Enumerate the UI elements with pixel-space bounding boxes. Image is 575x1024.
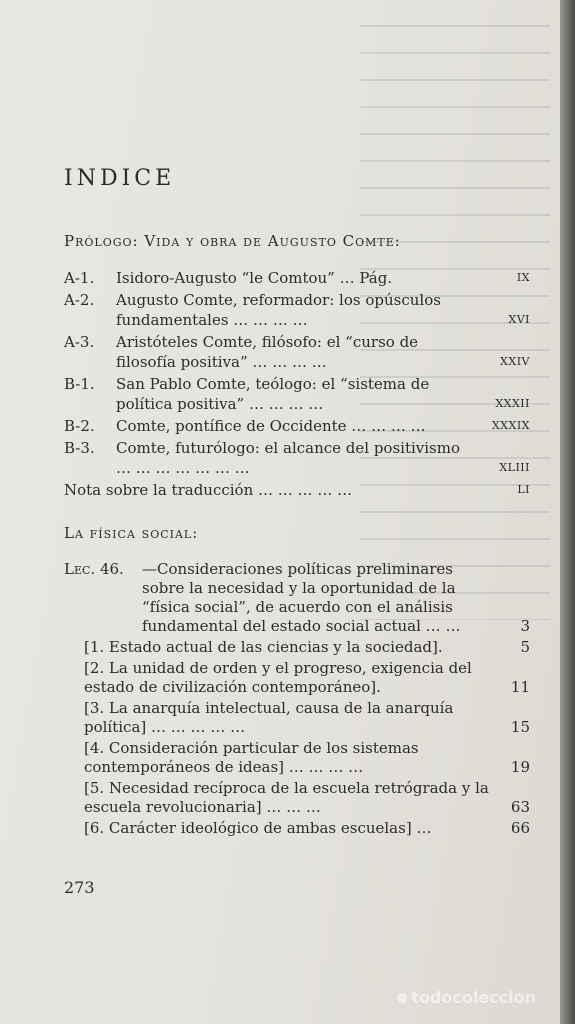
lecture-subitem	[84, 739, 530, 777]
toc-page: XXIV	[500, 355, 530, 368]
toc-entry	[64, 438, 530, 478]
subitem-page: 19	[510, 758, 530, 776]
subitem-text: [3. La anarquía intelectual, causa de la anarquía política] … … … … …	[84, 699, 454, 736]
watermark-logo	[397, 988, 536, 1007]
lecture-text: —Consideraciones políticas preliminares sobre la necesidad y la oportunidad de la “física social”, de acuerdo con el análisis fundamental del estado social actual … …	[142, 560, 461, 635]
subitem-text: [1. Estado actual de las ciencias y la sociedad].	[84, 638, 443, 656]
subitem-page: 66	[510, 819, 530, 837]
toc-entry	[64, 374, 530, 414]
prologue-toc	[64, 268, 530, 500]
toc-entry	[64, 416, 530, 436]
lecture-subitem	[84, 699, 530, 737]
toc-text: Aristóteles Comte, filósofo: el “curso de filosofía positiva” … … … …	[116, 333, 419, 371]
toc-code: B-1.	[64, 375, 95, 393]
lecture-code: Lec. 46.	[64, 560, 124, 578]
toc-text: Nota sobre la traducción … … … … …	[64, 481, 353, 499]
toc-text: San Pablo Comte, teólogo: el “sistema de política positiva” … … … …	[116, 375, 430, 413]
lecture-subitem	[84, 638, 530, 657]
toc-code: A-3.	[64, 333, 95, 351]
lecture-subitem	[84, 819, 530, 838]
lecture-entry	[64, 560, 530, 636]
subitem-page: 11	[510, 678, 530, 696]
subitem-page: 5	[520, 638, 530, 656]
toc-entry	[64, 290, 530, 330]
lecture-subitem	[84, 659, 530, 697]
toc-page: IX	[516, 271, 530, 284]
lecture-subitem	[84, 779, 530, 817]
section-heading-fisica-social: La física social:	[64, 524, 199, 542]
watermark-dot-icon	[397, 993, 407, 1003]
toc-page: XVI	[508, 313, 530, 326]
lecture-block	[64, 560, 530, 838]
toc-page: XXXII	[495, 397, 530, 410]
toc-text: Comte, futurólogo: el alcance del positivismo … … … … … … …	[116, 439, 461, 477]
toc-text: Isidoro-Augusto “le Comtou” … Pág.	[116, 269, 393, 287]
subitem-text: [2. La unidad de orden y el progreso, exigencia del estado de civilización contemporáneo].	[84, 659, 472, 696]
prologue-heading: Prólogo: Vida y obra de Augusto Comte:	[64, 232, 401, 250]
toc-text: Comte, pontífice de Occidente … … … …	[116, 417, 426, 435]
page-number: 273	[64, 878, 95, 897]
watermark-text: todocoleccion	[411, 988, 536, 1007]
lecture-page: 3	[520, 617, 530, 635]
toc-entry	[64, 268, 530, 288]
subitem-text: [6. Carácter ideológico de ambas escuelas] …	[84, 819, 432, 837]
subitem-page: 15	[510, 718, 530, 736]
toc-page: XXXIX	[491, 419, 530, 432]
subitem-text: [4. Consideración particular de los sistemas contemporáneos de ideas] … … … …	[84, 739, 419, 776]
page-title: INDICE	[64, 166, 176, 191]
subitem-page: 63	[510, 798, 530, 816]
toc-code: B-3.	[64, 439, 95, 457]
toc-code: A-1.	[64, 269, 95, 287]
toc-code: A-2.	[64, 291, 95, 309]
subitem-text: [5. Necesidad recíproca de la escuela retrógrada y la escuela revolucionaria] … … …	[84, 779, 489, 816]
toc-page: XLIII	[499, 461, 530, 474]
page-edge-shadow	[560, 0, 575, 1024]
toc-text: Augusto Comte, reformador: los opúsculos fundamentales … … … …	[116, 291, 441, 329]
toc-entry	[64, 480, 530, 500]
toc-page: LI	[517, 483, 530, 496]
toc-code: B-2.	[64, 417, 95, 435]
toc-entry	[64, 332, 530, 372]
